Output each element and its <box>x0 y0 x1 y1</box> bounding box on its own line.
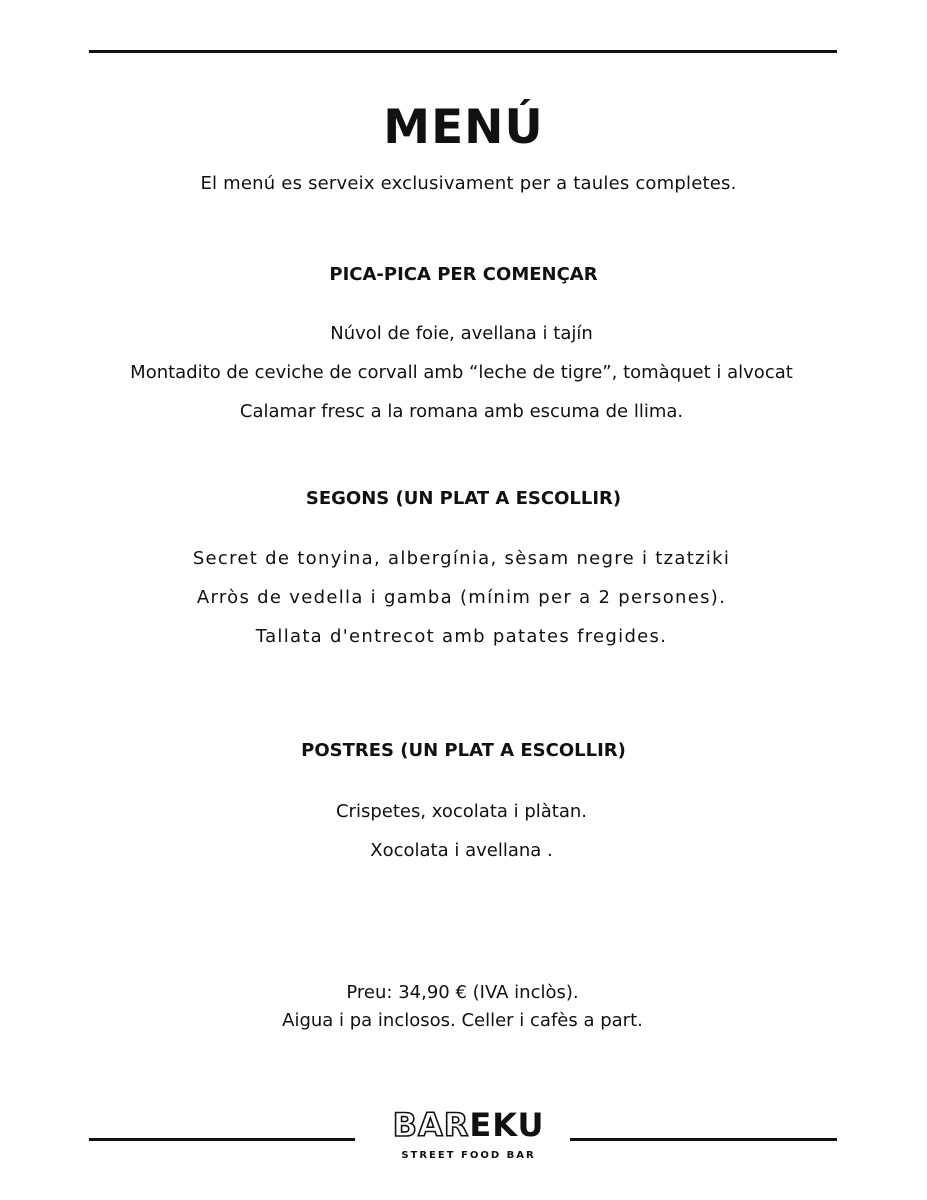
price-line: Preu: 34,90 € (IVA inclòs). <box>346 982 579 1003</box>
logo-part-outlined: BAR <box>392 1106 470 1144</box>
brand-logo <box>0 1106 927 1144</box>
menu-item: Calamar fresc a la romana amb escuma de llima. <box>239 401 684 422</box>
section-heading-mains: SEGONS (UN PLAT A ESCOLLIR) <box>305 488 622 509</box>
brand-tagline: STREET FOOD BAR <box>401 1150 536 1161</box>
menu-item: Núvol de foie, avellana i tajín <box>330 323 593 344</box>
section-heading-starters: PICA-PICA PER COMENÇAR <box>329 264 598 285</box>
top-divider <box>89 50 837 53</box>
menu-item: Xocolata i avellana . <box>370 840 553 861</box>
menu-item: Montadito de ceviche de corvall amb “leche de tigre”, tomàquet i alvocat <box>130 362 793 383</box>
section-heading-desserts: POSTRES (UN PLAT A ESCOLLIR) <box>301 740 626 761</box>
menu-item: Arròs de vedella i gamba (mínim per a 2 persones). <box>196 587 727 608</box>
page-title: MENÚ <box>383 100 544 155</box>
logo-part-solid: EKU <box>469 1106 545 1144</box>
page-subtitle: El menú es serveix exclusivament per a taules completes. <box>200 173 737 194</box>
menu-item: Tallata d'entrecot amb patates fregides. <box>255 626 668 647</box>
menu-item: Secret de tonyina, albergínia, sèsam negre i tzatziki <box>192 548 731 569</box>
included-note: Aigua i pa inclosos. Celler i cafès a part. <box>282 1010 643 1031</box>
menu-item: Crispetes, xocolata i plàtan. <box>335 801 588 822</box>
